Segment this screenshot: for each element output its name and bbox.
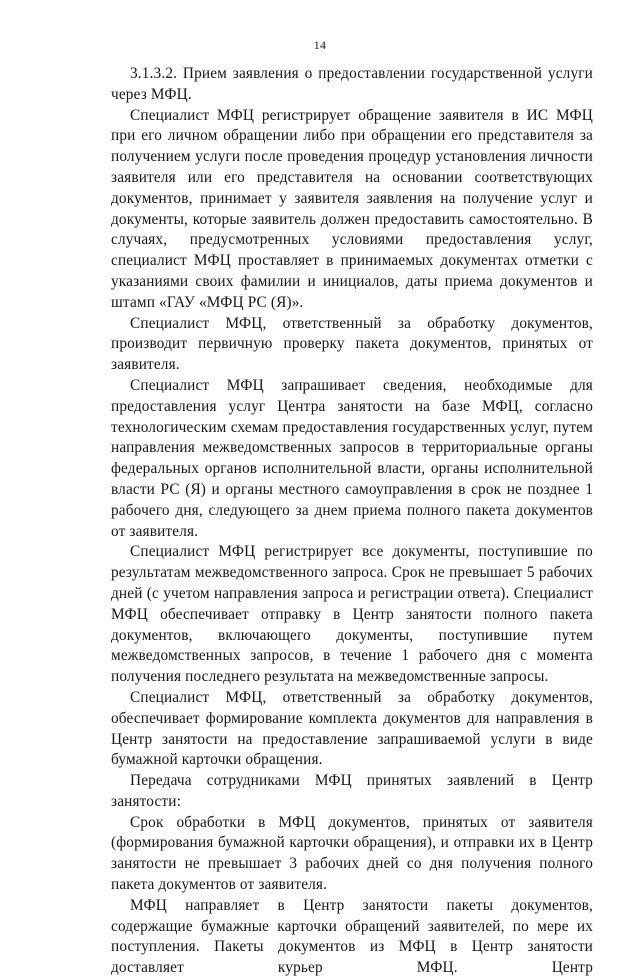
paragraph-transfer-heading: Передача сотрудниками МФЦ принятых заявлений в Центр занятости:: [111, 772, 593, 810]
paragraph-package-formation: Специалист МФЦ, ответственный за обработку документов, обеспечивает формирование комплекта документов для направления в Центр занятости на предоставление запрашиваемой услуги в виде бумажной карточки обращения.: [111, 688, 593, 769]
section-heading-paragraph: 3.1.3.2. Прием заявления о предоставлении государственной услуги через МФЦ.: [111, 65, 593, 103]
paragraph-interagency-requests: Специалист МФЦ запрашивает сведения, необходимые для предоставления услуг Центра занятости на базе МФЦ, согласно технологическим схемам предоставления государственных услуг, путем направления межведомственных запросов в территориальные органы федеральных органов исполнительной власти, органы исполнительной власти РС (Я) и органы местного самоуправления в срок не позднее 1 рабочего дня, следующего за днем приема полного пакета документов от заявителя.: [111, 376, 593, 540]
body-text: [111, 64, 593, 979]
paragraph-registration: Специалист МФЦ регистрирует обращение заявителя в ИС МФЦ при его личном обращении либо при обращении его представителя за получением услуги после проведения процедур установления личности заявителя или его представителя на основании соответствующих документов, принимает у заявителя заявления на получение услуг и документы, которые заявитель должен предоставить самостоятельно. В случаях, предусмотренных условиями предоставления услуг, специалист МФЦ проставляет в принимаемых документах отметки с указаниями своих фамилии и инициалов, даты приема документов и штамп «ГАУ «МФЦ РС (Я)».: [111, 106, 593, 311]
page-number: 14: [313, 38, 327, 52]
paragraph-document-registration: Специалист МФЦ регистрирует все документы, поступившие по результатам межведомственного запроса. Срок не превышает 5 рабочих дней (с учетом направления запроса и регистрации ответа). Специалист МФЦ обеспечивает отправку в Центр занятости полного пакета документов, включающего документы, поступившие путем межведомственных запросов, в течение 1 рабочего дня с момента получения последнего результата на межведомственные запросы.: [111, 543, 593, 686]
paragraph-courier-delivery: МФЦ направляет в Центр занятости пакеты документов, содержащие бумажные карточки обращений заявителей, по мере их поступления. Пакеты документов из МФЦ в Центр занятости доставляет курьер МФЦ. Центр: [111, 896, 593, 977]
paragraph-initial-check: Специалист МФЦ, ответственный за обработку документов, производит первичную проверку пакета документов, принятых от заявителя.: [111, 314, 593, 374]
paragraph-processing-deadline: Срок обработки в МФЦ документов, принятых от заявителя (формирования бумажной карточки обращения), и отправки их в Центр занятости не превышает 3 рабочих дней со дня получения полного пакета документов от заявителя.: [111, 813, 593, 894]
